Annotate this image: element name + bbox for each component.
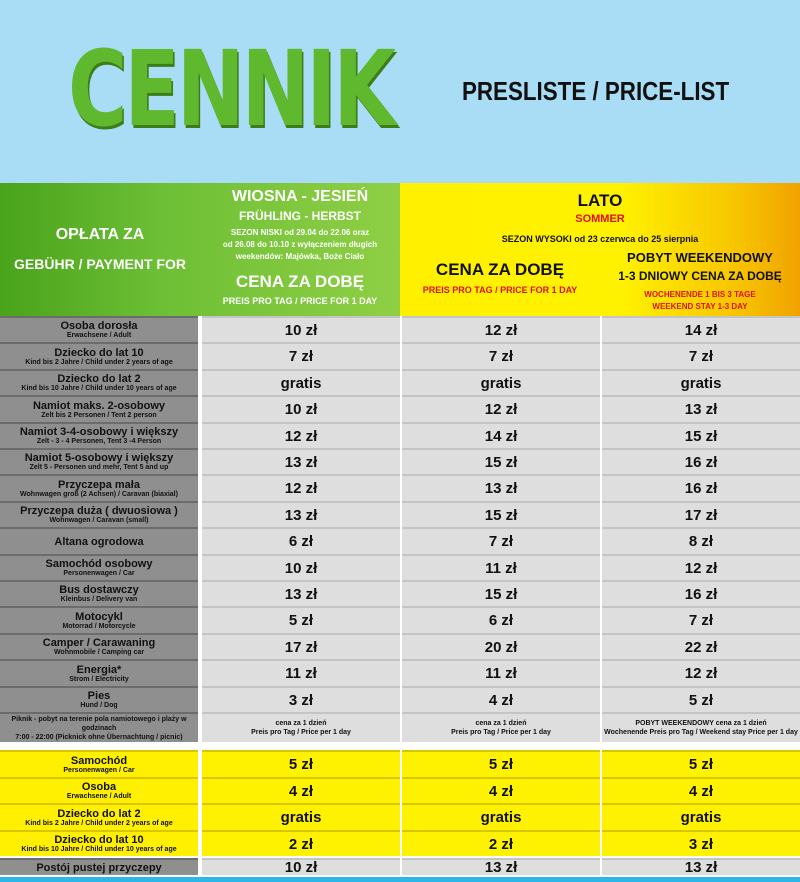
price-spring: 10 zł — [202, 554, 400, 580]
row-label — [0, 316, 198, 342]
price-weekend: 12 zł — [602, 659, 800, 686]
price-spring: 13 zł — [202, 501, 400, 527]
row-label-main: Dziecko do lat 2 — [57, 373, 141, 385]
row-label — [0, 501, 198, 527]
row-label-main: Przyczepa duża ( dwuosiowa ) — [20, 505, 178, 517]
row-label-text — [36, 862, 161, 874]
picnic-label — [0, 712, 198, 742]
price-summer: 11 zł — [402, 554, 600, 580]
picnic-label-line1: Piknik - pobyt na terenie pola namiotowego i plaży w godzinach — [11, 715, 187, 732]
row-label-text — [25, 452, 174, 472]
row-label — [0, 369, 198, 395]
price-weekend: 16 zł — [602, 580, 800, 606]
price-summer: 4 zł — [402, 777, 600, 803]
row-label-main: Dziecko do lat 10 — [54, 346, 144, 359]
bottom-accent-bar — [0, 877, 800, 882]
spring-season-line3: weekendów: Majówka, Boże Ciało — [235, 252, 365, 261]
row-label — [0, 580, 198, 606]
weekend-title-line2: 1-3 DNIOWY CENA ZA DOBĘ — [618, 269, 782, 283]
row-label-sub: Erwachsene / Adult — [66, 332, 132, 339]
picnic-line2: Wochenende Preis pro Tag / Weekend stay Price per 1 day — [604, 729, 798, 736]
row-label — [0, 633, 198, 659]
row-label-text — [54, 536, 143, 548]
row-label-sub: Wohnmobile / Camping car — [53, 649, 145, 656]
picnic-line1: POBYT WEEKENDOWY cena za 1 dzień — [635, 720, 767, 727]
row-label-sub: Kleinbus / Delivery van — [60, 596, 138, 603]
row-label-sub: Motorrad / Motorcycle — [62, 622, 136, 630]
spring-title: WIOSNA - JESIEŃ — [231, 188, 369, 205]
price-spring: 10 zł — [202, 858, 400, 875]
picnic-summer — [402, 712, 600, 742]
row-label-main: Namiot 5-osobowy i większy — [24, 452, 174, 464]
row-label-sub: Kind bis 10 Jahre / Child under 10 years of age — [21, 846, 177, 853]
price-weekend: 13 zł — [602, 858, 800, 875]
row-label — [0, 422, 198, 448]
spring-price-sub: PREIS PRO TAG / PRICE FOR 1 DAY — [222, 296, 378, 306]
price-summer: 4 zł — [402, 686, 600, 712]
price-summer: gratis — [402, 803, 600, 830]
price-weekend: 4 zł — [602, 777, 800, 803]
price-weekend: 16 zł — [602, 474, 800, 501]
picnic-label-line2: 7:00 - 22:00 (Picknick ohne Übernachtung / picnic) — [15, 733, 183, 741]
row-label-sub: Zelt - 3 - 4 Personen, Tent 3 -4 Person — [36, 438, 162, 445]
row-label-main: Postój pustej przyczepy — [36, 861, 162, 874]
price-summer: 15 zł — [402, 580, 600, 606]
row-label-text — [20, 479, 178, 499]
row-label-sub: Kind bis 2 Jahre / Child under 2 years of age — [25, 819, 173, 827]
price-summer: 12 zł — [402, 395, 600, 422]
row-label-sub: Personenwagen / Car — [63, 766, 135, 774]
price-weekend: 17 zł — [602, 501, 800, 527]
price-weekend: 13 zł — [602, 395, 800, 422]
picnic-label-text — [0, 715, 198, 742]
price-weekend: 8 zł — [602, 527, 800, 554]
weekend-sub-line1: WOCHENENDE 1 BIS 3 TAGE — [644, 290, 756, 299]
row-label-text — [43, 637, 155, 657]
price-spring: 10 zł — [202, 395, 400, 422]
picnic-text — [251, 719, 351, 737]
row-label-main: Pies — [87, 690, 111, 702]
row-label-main: Namiot maks. 2-osobowy — [32, 399, 166, 412]
row-label-sub: Wohnwagen / Caravan (small) — [49, 517, 149, 524]
row-label — [0, 554, 198, 580]
price-spring: 10 zł — [202, 316, 400, 342]
row-label-main: Dziecko do lat 10 — [54, 834, 144, 846]
row-label-main: Osoba dorosła — [60, 320, 138, 332]
row-label-text — [20, 505, 178, 525]
price-spring: gratis — [202, 803, 400, 830]
price-summer: 15 zł — [402, 501, 600, 527]
row-label-text — [46, 558, 153, 578]
price-spring: 17 zł — [202, 633, 400, 659]
row-label-text — [21, 834, 176, 854]
row-label-sub: Kind bis 10 Jahre / Child under 10 years of age — [21, 385, 177, 392]
price-summer: 15 zł — [402, 448, 600, 474]
row-label — [0, 659, 198, 686]
row-label-text — [63, 755, 134, 775]
row-label-main: Samochód — [70, 754, 128, 767]
price-summer: 11 zł — [402, 659, 600, 686]
price-summer: 20 zł — [402, 633, 600, 659]
price-summer: 13 zł — [402, 474, 600, 501]
price-spring: 7 zł — [202, 342, 400, 369]
row-label-main: Camper / Carawaning — [42, 637, 156, 649]
row-label-text — [25, 808, 172, 828]
fee-header-line1: OPŁATA ZA — [55, 226, 145, 243]
price-weekend: gratis — [602, 369, 800, 395]
price-weekend: 16 zł — [602, 448, 800, 474]
row-label-text — [80, 690, 117, 710]
summer-title: LATO — [577, 191, 623, 210]
row-label — [0, 342, 198, 369]
row-label-main: Bus dostawczy — [59, 584, 139, 596]
row-label-main: Namiot 3-4-osobowy i większy — [19, 426, 179, 438]
price-spring: 6 zł — [202, 527, 400, 554]
row-label-sub: Zelt bis 2 Personen / Tent 2 person — [41, 411, 157, 419]
row-label — [0, 803, 198, 830]
weekend-title-line1: POBYT WEEKENDOWY — [627, 250, 773, 265]
price-summer: 14 zł — [402, 422, 600, 448]
row-label-text — [69, 664, 129, 684]
row-label-text — [33, 400, 165, 420]
price-summer: 5 zł — [402, 750, 600, 777]
picnic-weekend — [602, 712, 800, 742]
row-label — [0, 448, 198, 474]
picnic-line1: cena za 1 dzień — [275, 720, 327, 727]
picnic-line2: Preis pro Tag / Price per 1 day — [451, 729, 551, 736]
row-label-main: Altana ogrodowa — [54, 535, 144, 548]
row-label-text — [21, 373, 176, 393]
price-summer: 2 zł — [402, 830, 600, 856]
price-weekend: 22 zł — [602, 633, 800, 659]
price-spring: 12 zł — [202, 422, 400, 448]
row-label-main: Energia* — [76, 663, 122, 676]
header-banner — [0, 0, 800, 183]
price-summer: 6 zł — [402, 606, 600, 633]
price-summer: 13 zł — [402, 858, 600, 875]
price-weekend: gratis — [602, 803, 800, 830]
row-label-text — [59, 584, 138, 604]
price-weekend: 5 zł — [602, 750, 800, 777]
row-label-sub: Strom / Electricity — [69, 675, 129, 683]
row-label — [0, 686, 198, 712]
row-label-text — [25, 347, 172, 367]
price-summer: gratis — [402, 369, 600, 395]
price-summer: 12 zł — [402, 316, 600, 342]
price-spring: 11 zł — [202, 659, 400, 686]
picnic-text — [451, 719, 551, 737]
price-spring: 13 zł — [202, 448, 400, 474]
row-label — [0, 395, 198, 422]
row-label-sub: Zelt 5 - Personen und mehr, Tent 5 and up — [29, 464, 169, 471]
summer-season: SEZON WYSOKI od 23 czerwca do 25 sierpnia — [501, 234, 699, 244]
price-weekend: 7 zł — [602, 606, 800, 633]
page-subtitle: PRESLISTE / PRICE-LIST — [462, 76, 730, 106]
row-label — [0, 858, 198, 875]
row-label-main: Przyczepa mała — [58, 478, 140, 491]
row-label — [0, 830, 198, 856]
price-summer: 7 zł — [402, 342, 600, 369]
price-spring: 5 zł — [202, 750, 400, 777]
row-label-main: Dziecko do lat 2 — [57, 807, 141, 820]
spring-season-line1: SEZON NISKI od 29.04 do 22.06 oraz — [230, 228, 370, 237]
picnic-line2: Preis pro Tag / Price per 1 day — [251, 729, 351, 736]
row-label-text — [60, 320, 137, 340]
price-spring: 3 zł — [202, 686, 400, 712]
price-spring: 13 zł — [202, 580, 400, 606]
price-spring: 12 zł — [202, 474, 400, 501]
price-spring: 2 zł — [202, 830, 400, 856]
picnic-line1: cena za 1 dzień — [475, 720, 527, 727]
row-label — [0, 527, 198, 554]
price-spring: 4 zł — [202, 777, 400, 803]
price-weekend: 12 zł — [602, 554, 800, 580]
price-summer: 7 zł — [402, 527, 600, 554]
row-label-main: Motocykl — [75, 610, 123, 623]
row-label-text — [67, 781, 131, 801]
summer-day-title: CENA ZA DOBĘ — [435, 260, 565, 279]
price-weekend: 7 zł — [602, 342, 800, 369]
price-spring: 5 zł — [202, 606, 400, 633]
row-label — [0, 606, 198, 633]
row-label-sub: Wohnwagen groß (2 Achsen) / Caravan (biaxial) — [20, 490, 178, 498]
page-title: CENNIK — [68, 28, 394, 150]
row-label — [0, 777, 198, 803]
price-weekend: 5 zł — [602, 686, 800, 712]
row-label — [0, 750, 198, 777]
price-weekend: 15 zł — [602, 422, 800, 448]
row-label-main: Samochód osobowy — [45, 558, 153, 570]
price-weekend: 3 zł — [602, 830, 800, 856]
summer-day-sub: PREIS PRO TAG / PRICE FOR 1 DAY — [422, 285, 578, 295]
row-label — [0, 474, 198, 501]
spring-price-title: CENA ZA DOBĘ — [235, 272, 365, 291]
picnic-spring — [202, 712, 400, 742]
row-label-sub: Kind bis 2 Jahre / Child under 2 years of age — [25, 358, 173, 366]
row-label-text — [20, 426, 178, 446]
row-label-text — [62, 611, 135, 631]
row-label-sub: Personenwagen / Car — [63, 570, 135, 577]
spring-title-de: FRÜHLING - HERBST — [239, 209, 361, 223]
summer-title-de: SOMMER — [575, 213, 625, 225]
weekend-sub-line2: WEEKEND STAY 1-3 DAY — [652, 302, 748, 311]
row-label-sub: Hund / Dog — [80, 702, 118, 709]
price-weekend: 14 zł — [602, 316, 800, 342]
row-label-main: Osoba — [81, 781, 117, 793]
spring-season-line2: od 26.08 do 10.10 z wyłączeniem długich — [222, 240, 378, 249]
row-label-sub: Erwachsene / Adult — [66, 793, 132, 800]
price-spring: gratis — [202, 369, 400, 395]
picnic-text — [604, 719, 798, 737]
fee-header-line2: GEBÜHR / PAYMENT FOR — [14, 256, 186, 272]
